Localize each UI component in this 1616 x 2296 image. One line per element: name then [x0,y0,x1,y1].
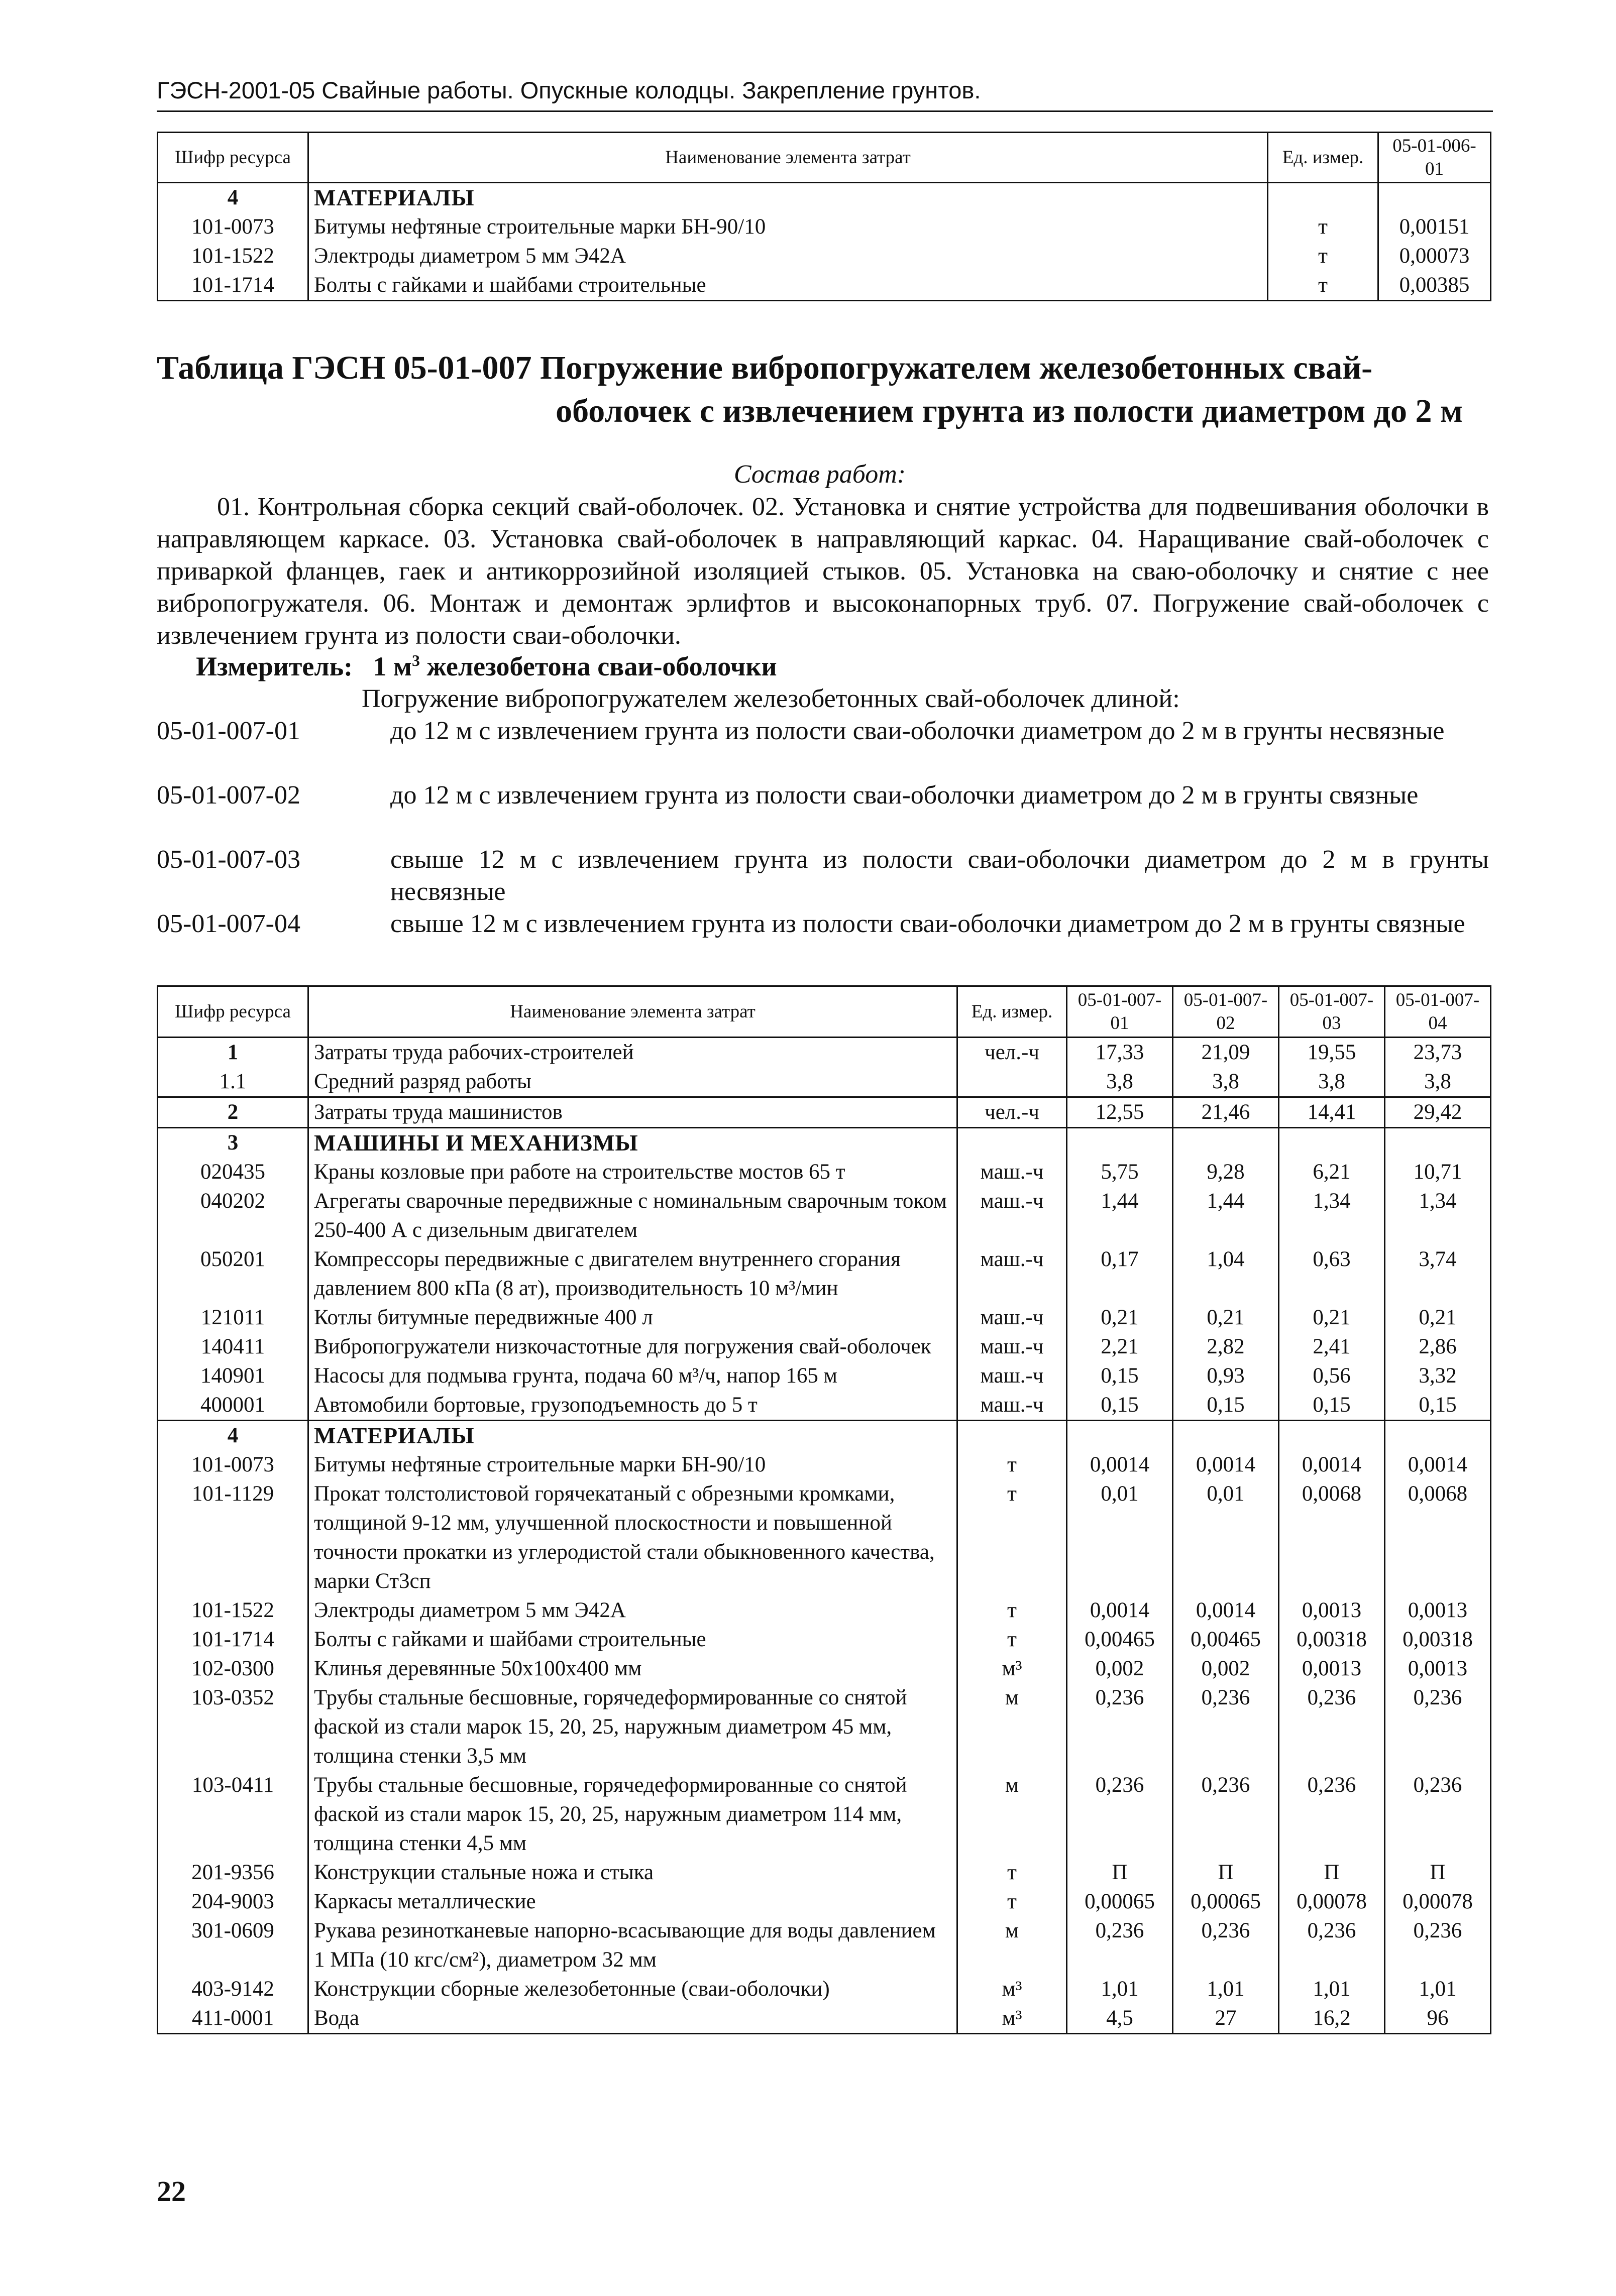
row-value: П [1385,1858,1491,1887]
row-value: 0,21 [1385,1303,1491,1332]
resource-table [157,985,1491,2034]
row-value: 0,236 [1067,1916,1173,1975]
row-code: 020435 [158,1158,308,1187]
table-row [158,271,1491,301]
row-unit: м³ [957,2004,1067,2034]
row-value: 0,00073 [1378,242,1491,271]
code-number: 05-01-007-02 [157,781,300,810]
table-row [158,183,1491,213]
measure-label: Измеритель: [196,651,353,681]
row-unit: маш.-ч [957,1158,1067,1187]
row-value: 1,34 [1279,1187,1385,1245]
table-row [158,1479,1491,1596]
row-value: 6,21 [1279,1158,1385,1187]
row-code: 400001 [158,1391,308,1421]
row-value: 0,0013 [1385,1596,1491,1625]
row-value: 0,236 [1279,1683,1385,1771]
row-unit [957,1067,1067,1097]
row-code: 4 [158,1421,308,1451]
row-code: 403-9142 [158,1975,308,2004]
code-number: 05-01-007-01 [157,717,300,745]
code-description: до 12 м с извлечением грунта из полости сваи-оболочки диаметром до 2 м в грунты несвязные [390,717,1445,745]
row-value: 1,01 [1279,1975,1385,2004]
row-value: 0,0014 [1385,1450,1491,1479]
row-value [1279,1421,1385,1451]
table-row [158,1858,1491,1887]
row-unit: м [957,1771,1067,1858]
row-value: 1,04 [1173,1245,1279,1303]
code-number: 05-01-007-04 [157,909,300,938]
row-name: Болты с гайками и шайбами строительные [308,1625,957,1654]
row-value: 0,01 [1067,1479,1173,1596]
table-row [158,1128,1491,1158]
row-value: 0,00078 [1385,1887,1491,1916]
row-value: 4,5 [1067,2004,1173,2034]
col-header-code: Шифр ресурса [158,986,308,1038]
row-value: 5,75 [1067,1158,1173,1187]
measure-unit [196,651,777,682]
row-value: 0,0014 [1173,1596,1279,1625]
table-row [158,1887,1491,1916]
row-unit: маш.-ч [957,1332,1067,1361]
row-value: 1,01 [1173,1975,1279,2004]
row-name: Автомобили бортовые, грузоподъемность до 5 т [308,1391,957,1421]
row-value: 3,74 [1385,1245,1491,1303]
row-value: 0,0014 [1067,1450,1173,1479]
row-value: 14,41 [1279,1097,1385,1128]
codes-intro: Погружение вибропогружателем железобетонных свай-оболочек длиной: [362,684,1180,713]
row-name: Средний разряд работы [308,1067,957,1097]
row-unit: т [957,1479,1067,1596]
row-unit: т [957,1625,1067,1654]
row-name: Каркасы металлические [308,1887,957,1916]
row-name: Затраты труда рабочих-строителей [308,1038,957,1068]
title-line-1: Таблица ГЭСН 05-01-007 Погружение вибропогружателем железобетонных свай- [157,350,1373,386]
row-value: 3,8 [1279,1067,1385,1097]
row-code: 140901 [158,1361,308,1391]
work-composition-heading: Состав работ: [733,460,906,489]
row-unit: маш.-ч [957,1303,1067,1332]
row-value: 0,236 [1385,1916,1491,1975]
row-name: Трубы стальные бесшовные, горячедеформированные со снятой фаской из стали марок 15, 20, 25, наружным диаметром 114 мм, толщина стенки 4,5 мм [308,1771,957,1858]
col-header-name: Наименование элемента затрат [308,986,957,1038]
row-code: 201-9356 [158,1858,308,1887]
table-row [158,1391,1491,1421]
page-number: 22 [157,2175,186,2208]
row-unit [957,1421,1067,1451]
table-row [158,212,1491,242]
row-name: Конструкции сборные железобетонные (сваи-оболочки) [308,1975,957,2004]
row-name: Вода [308,2004,957,2034]
row-unit: т [1268,212,1378,242]
row-unit: м³ [957,1654,1067,1683]
continuation-table [157,132,1491,301]
row-unit: маш.-ч [957,1391,1067,1421]
row-value: 3,8 [1067,1067,1173,1097]
row-value: 0,00385 [1378,271,1491,301]
row-name: Клинья деревянные 50х100х400 мм [308,1654,957,1683]
row-code: 103-0352 [158,1683,308,1771]
row-code: 101-1129 [158,1479,308,1596]
row-value: 0,21 [1279,1303,1385,1332]
row-value: 0,236 [1385,1683,1491,1771]
table-row [158,1625,1491,1654]
table-row [158,2004,1491,2034]
row-code: 101-1714 [158,271,308,301]
row-value [1173,1128,1279,1158]
row-code: 140411 [158,1332,308,1361]
row-unit: т [957,1858,1067,1887]
row-value: 9,28 [1173,1158,1279,1187]
row-value: 0,236 [1067,1683,1173,1771]
row-code: 121011 [158,1303,308,1332]
row-code: 3 [158,1128,308,1158]
running-header: ГЭСН-2001-05 Свайные работы. Опускные колодцы. Закрепление грунтов. [157,75,1493,112]
row-code: 102-0300 [158,1654,308,1683]
code-description: до 12 м с извлечением грунта из полости сваи-оболочки диаметром до 2 м в грунты связные [390,781,1419,810]
row-value: 0,0014 [1279,1450,1385,1479]
row-name: Электроды диаметром 5 мм Э42А [308,242,1268,271]
row-value: 0,0013 [1279,1596,1385,1625]
row-name: Агрегаты сварочные передвижные с номинальным сварочным током 250-400 А с дизельным двигателем [308,1187,957,1245]
row-code: 040202 [158,1187,308,1245]
col-header-norm-02: 05-01-007-02 [1173,986,1279,1038]
row-unit [957,1128,1067,1158]
row-value: 2,86 [1385,1332,1491,1361]
row-code: 2 [158,1097,308,1128]
row-value: 0,00318 [1385,1625,1491,1654]
row-value: П [1173,1858,1279,1887]
row-value: 0,56 [1279,1361,1385,1391]
row-value: 3,8 [1385,1067,1491,1097]
row-unit: маш.-ч [957,1361,1067,1391]
work-composition-text: 01. Контрольная сборка секций свай-оболочек. 02. Установка и снятие устройства для подвешивания оболочки в направляющем каркасе. 03. Установка свай-оболочек в направляющий каркас. 04. Наращивание свай-оболочек с приваркой фланцев, гаек и антикоррозийной изоляцией стыков. 05. Установка на сваю-оболочку и снятие с нее вибропогружателя. 06. Монтаж и демонтаж эрлифтов и высоконапорных труб. 07. Погружение свай-оболочек с извлечением грунта из полости сваи-оболочки. [157,493,1489,650]
row-value: 0,236 [1279,1771,1385,1858]
row-value: 0,15 [1173,1391,1279,1421]
row-unit: маш.-ч [957,1245,1067,1303]
row-name: Болты с гайками и шайбами строительные [308,271,1268,301]
row-value: 2,21 [1067,1332,1173,1361]
row-value: 19,55 [1279,1038,1385,1068]
row-value: 0,002 [1067,1654,1173,1683]
row-code: 101-0073 [158,212,308,242]
col-header-norm-03: 05-01-007-03 [1279,986,1385,1038]
row-value: 0,0013 [1385,1654,1491,1683]
row-value: 17,33 [1067,1038,1173,1068]
row-value: 0,236 [1173,1771,1279,1858]
table-row [158,242,1491,271]
row-value: 1,01 [1067,1975,1173,2004]
row-code: 204-9003 [158,1887,308,1916]
row-value: 0,002 [1173,1654,1279,1683]
row-unit: чел.-ч [957,1097,1067,1128]
row-code: 101-1714 [158,1625,308,1654]
row-value: 0,15 [1067,1361,1173,1391]
row-value: 10,71 [1385,1158,1491,1187]
measure-prefix: 1 м [373,651,412,681]
row-value: 0,236 [1279,1916,1385,1975]
measure-suffix: железобетона сваи-оболочки [419,651,777,681]
table-row [158,1158,1491,1187]
row-value: 1,01 [1385,1975,1491,2004]
row-name: МАТЕРИАЛЫ [308,1421,957,1451]
row-value: 0,236 [1385,1771,1491,1858]
row-value: 0,00465 [1173,1625,1279,1654]
row-value [1067,1128,1173,1158]
measure-sup: 3 [411,651,420,669]
row-value [1173,1421,1279,1451]
table-row [158,1303,1491,1332]
col-header-norm-04: 05-01-007-04 [1385,986,1491,1038]
row-value: 21,09 [1173,1038,1279,1068]
row-value: 16,2 [1279,2004,1385,2034]
row-unit: т [957,1596,1067,1625]
row-name: МАШИНЫ И МЕХАНИЗМЫ [308,1128,957,1158]
row-name: Насосы для подмыва грунта, подача 60 м³/ч, напор 165 м [308,1361,957,1391]
title-line-2: оболочек с извлечением грунта из полости диаметром до 2 м [556,393,1463,429]
row-value: 23,73 [1385,1038,1491,1068]
row-unit: т [957,1887,1067,1916]
row-value: 2,41 [1279,1332,1385,1361]
row-unit: т [1268,242,1378,271]
row-unit: маш.-ч [957,1187,1067,1245]
row-name: Прокат толстолистовой горячекатаный с обрезными кромками, толщиной 9-12 мм, улучшенной плоскостности и повышенной точности прокатки из углеродистой стали обыкновенного качества, марки Ст3сп [308,1479,957,1596]
row-value [1385,1128,1491,1158]
row-name: Электроды диаметром 5 мм Э42А [308,1596,957,1625]
code-description: свыше 12 м с извлечением грунта из полости сваи-оболочки диаметром до 2 м в грунты связные [390,909,1465,938]
row-value: 0,00151 [1378,212,1491,242]
row-value: 0,17 [1067,1245,1173,1303]
row-name: Битумы нефтяные строительные марки БН-90/10 [308,212,1268,242]
row-code: 101-0073 [158,1450,308,1479]
resource-table-body [158,1038,1491,2034]
row-value: П [1279,1858,1385,1887]
row-value [1378,183,1491,213]
row-code: 1 [158,1038,308,1068]
row-value: 29,42 [1385,1097,1491,1128]
table-row [158,1332,1491,1361]
row-unit: т [1268,271,1378,301]
row-value: 0,236 [1173,1683,1279,1771]
row-value: 21,46 [1173,1097,1279,1128]
row-value: 0,00065 [1067,1887,1173,1916]
col-header-unit: Ед. измер. [957,986,1067,1038]
row-value: П [1067,1858,1173,1887]
table-row [158,1450,1491,1479]
table-row [158,1187,1491,1245]
row-code: 101-1522 [158,1596,308,1625]
row-value: 0,0068 [1385,1479,1491,1596]
row-value: 0,15 [1279,1391,1385,1421]
row-value: 3,8 [1173,1067,1279,1097]
row-code: 101-1522 [158,242,308,271]
row-value: 27 [1173,2004,1279,2034]
row-value: 0,00078 [1279,1887,1385,1916]
row-value: 0,236 [1173,1916,1279,1975]
row-value [1067,1421,1173,1451]
row-code: 4 [158,183,308,213]
row-name: Конструкции стальные ножа и стыка [308,1858,957,1887]
row-value [1385,1421,1491,1451]
row-unit: м [957,1916,1067,1975]
row-code: 1.1 [158,1067,308,1097]
row-value: 0,15 [1067,1391,1173,1421]
row-value: 0,93 [1173,1361,1279,1391]
row-name: Компрессоры передвижные с двигателем внутреннего сгорания давлением 800 кПа (8 ат), производительность 10 м³/мин [308,1245,957,1303]
row-name: Трубы стальные бесшовные, горячедеформированные со снятой фаской из стали марок 15, 20, 25, наружным диаметром 45 мм, толщина стенки 3,5 мм [308,1683,957,1771]
row-code: 411-0001 [158,2004,308,2034]
row-code: 301-0609 [158,1916,308,1975]
row-value: 0,00318 [1279,1625,1385,1654]
table-row [158,1245,1491,1303]
table-row [158,1654,1491,1683]
table-row [158,1361,1491,1391]
row-unit: м [957,1683,1067,1771]
row-code: 050201 [158,1245,308,1303]
row-value: 2,82 [1173,1332,1279,1361]
row-value: 96 [1385,2004,1491,2034]
table-row [158,1067,1491,1097]
row-unit: м³ [957,1975,1067,2004]
table-row [158,1421,1491,1451]
col-header-name: Наименование элемента затрат [308,133,1268,183]
row-value: 0,0068 [1279,1479,1385,1596]
table-row [158,1771,1491,1858]
row-code: 103-0411 [158,1771,308,1858]
row-value: 1,34 [1385,1187,1491,1245]
row-name: Рукава резинотканевые напорно-всасывающие для воды давлением 1 МПа (10 кгс/см²), диаметром 32 мм [308,1916,957,1975]
row-name: Битумы нефтяные строительные марки БН-90/10 [308,1450,957,1479]
table-row [158,1683,1491,1771]
row-value: 12,55 [1067,1097,1173,1128]
row-name: Краны козловые при работе на строительстве мостов 65 т [308,1158,957,1187]
row-name: Вибропогружатели низкочастотные для погружения свай-оболочек [308,1332,957,1361]
col-header-norm: 05-01-006-01 [1378,133,1491,183]
row-value [1279,1128,1385,1158]
code-description: свыше 12 м с извлечением грунта из полости сваи-оболочки диаметром до 2 м в грунты несвязные [390,845,1489,906]
row-value: 0,0014 [1173,1450,1279,1479]
code-number: 05-01-007-03 [157,845,300,874]
row-name: МАТЕРИАЛЫ [308,183,1268,213]
table-row [158,1975,1491,2004]
table-row [158,1916,1491,1975]
row-value: 3,32 [1385,1361,1491,1391]
row-value: 0,21 [1067,1303,1173,1332]
row-value: 0,00065 [1173,1887,1279,1916]
row-unit [1268,183,1378,213]
row-value: 0,21 [1173,1303,1279,1332]
col-header-code: Шифр ресурса [158,133,308,183]
row-value: 0,0014 [1067,1596,1173,1625]
col-header-norm-01: 05-01-007-01 [1067,986,1173,1038]
row-value: 0,00465 [1067,1625,1173,1654]
col-header-unit: Ед. измер. [1268,133,1378,183]
table-row [158,1038,1491,1068]
row-value: 1,44 [1067,1187,1173,1245]
row-value: 0,15 [1385,1391,1491,1421]
row-value: 1,44 [1173,1187,1279,1245]
row-unit: т [957,1450,1067,1479]
row-value: 0,0013 [1279,1654,1385,1683]
table-row [158,1596,1491,1625]
row-value: 0,63 [1279,1245,1385,1303]
row-unit: чел.-ч [957,1038,1067,1068]
row-name: Затраты труда машинистов [308,1097,957,1128]
table-title [157,347,1483,433]
table-row [158,1097,1491,1128]
row-name: Котлы битумные передвижные 400 л [308,1303,957,1332]
row-value: 0,236 [1067,1771,1173,1858]
row-value: 0,01 [1173,1479,1279,1596]
